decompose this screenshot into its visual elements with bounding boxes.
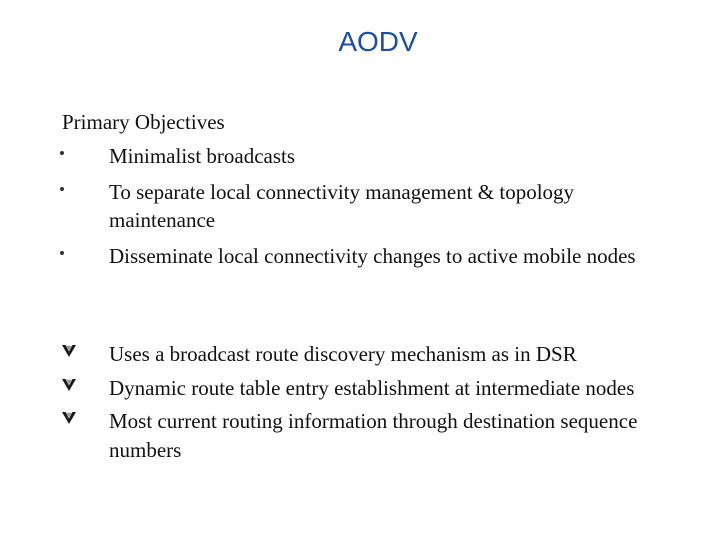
list-item [0,142,720,171]
feature-text: Dynamic route table entry establishment at intermediate nodes [109,375,635,400]
objectives-heading: Primary Objectives [62,110,225,134]
dot-bullet-icon [60,187,64,191]
v-diamond-bullet-icon [61,343,77,359]
objectives-list [0,142,720,277]
objective-text: Disseminate local connectivity changes to active mobile nodes [109,243,636,268]
dot-bullet-icon [60,251,64,255]
feature-text: Uses a broadcast route discovery mechanism as in DSR [109,342,577,366]
objective-text: To separate local connectivity management & topology maintenance [109,179,575,232]
features-list [0,340,720,469]
v-diamond-bullet-icon [61,377,77,393]
v-diamond-bullet-icon [61,410,77,426]
feature-text: Most current routing information through destination sequence numbers [109,409,638,462]
slide-title: AODV [338,26,418,57]
list-item [0,340,720,369]
dot-bullet-icon [60,151,64,155]
objective-text: Minimalist broadcasts [109,144,296,168]
list-item [0,178,720,235]
list-item [0,407,720,464]
list-item [0,242,720,271]
list-item [0,374,720,403]
